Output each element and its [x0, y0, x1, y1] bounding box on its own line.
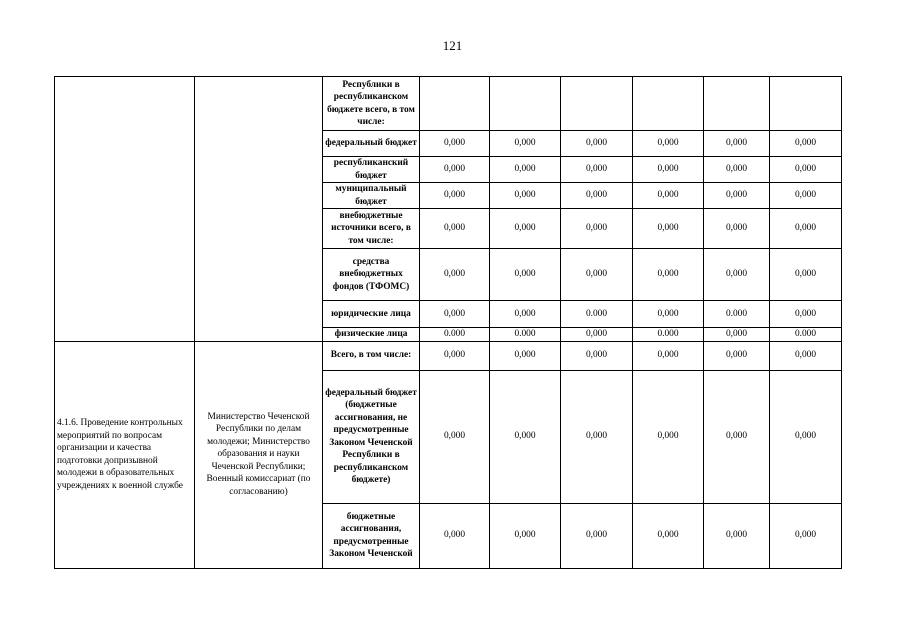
value-cell: 0,000: [704, 183, 770, 209]
value-cell: 0,000: [704, 370, 770, 503]
funding-source-cell: Республики в республиканском бюджете всего, в том числе:: [323, 77, 420, 131]
value-cell: 0,000: [704, 341, 770, 370]
value-cell: 0,000: [490, 301, 561, 328]
value-cell: 0,000: [490, 183, 561, 209]
value-cell: 0,000: [704, 249, 770, 301]
executor-cell: Министерство Чеченской Республики по делам молодежи; Министерство образования и науки Чеченской Республики; Военный комиссариат (по согласованию): [195, 341, 323, 568]
value-cell: 0,000: [490, 157, 561, 183]
value-cell: 0,000: [633, 370, 704, 503]
budget-table: [54, 76, 842, 569]
value-cell: 0,000: [561, 370, 633, 503]
value-cell: [490, 77, 561, 131]
value-cell: 0,000: [770, 183, 842, 209]
activity-cell: [55, 77, 195, 342]
value-cell: 0,000: [561, 157, 633, 183]
value-cell: [420, 77, 490, 131]
value-cell: 0,000: [561, 131, 633, 157]
value-cell: 0.000: [561, 301, 633, 328]
value-cell: 0,000: [561, 249, 633, 301]
value-cell: 0.000: [633, 328, 704, 342]
funding-source-cell: бюджетные ассигнования, предусмотренные Законом Чеченской: [323, 503, 420, 568]
funding-source-cell: средства внебюджетных фондов (ТФОМС): [323, 249, 420, 301]
value-cell: 0,000: [633, 503, 704, 568]
funding-source-cell: внебюджетные источники всего, в том числе:: [323, 209, 420, 249]
funding-source-cell: Всего, в том числе:: [323, 341, 420, 370]
value-cell: 0,000: [490, 249, 561, 301]
value-cell: 0,000: [704, 131, 770, 157]
value-cell: 0,000: [490, 503, 561, 568]
value-cell: 0,000: [561, 209, 633, 249]
value-cell: 0,000: [770, 157, 842, 183]
value-cell: 0,000: [420, 157, 490, 183]
table-row: [55, 77, 842, 131]
value-cell: [770, 77, 842, 131]
value-cell: 0,000: [770, 301, 842, 328]
page-number: 121: [442, 38, 463, 53]
value-cell: 0,000: [633, 301, 704, 328]
value-cell: 0,000: [561, 341, 633, 370]
value-cell: 0,000: [490, 341, 561, 370]
value-cell: 0,000: [561, 183, 633, 209]
value-cell: 0,000: [633, 341, 704, 370]
value-cell: 0,000: [420, 301, 490, 328]
table-row: [55, 341, 842, 370]
value-cell: 0,000: [490, 131, 561, 157]
value-cell: 0,000: [420, 370, 490, 503]
funding-source-cell: муниципальный бюджет: [323, 183, 420, 209]
value-cell: 0,000: [561, 328, 633, 342]
value-cell: 0.000: [704, 301, 770, 328]
value-cell: 0,000: [704, 328, 770, 342]
value-cell: 0.000: [490, 328, 561, 342]
value-cell: 0,000: [561, 503, 633, 568]
value-cell: 0,000: [770, 131, 842, 157]
funding-source-cell: федеральный бюджет: [323, 131, 420, 157]
value-cell: [633, 77, 704, 131]
value-cell: 0,000: [420, 209, 490, 249]
executor-cell: [195, 77, 323, 342]
value-cell: 0,000: [633, 183, 704, 209]
value-cell: 0.000: [420, 328, 490, 342]
value-cell: 0,000: [704, 503, 770, 568]
value-cell: 0,000: [420, 249, 490, 301]
value-cell: 0,000: [770, 249, 842, 301]
funding-source-cell: республиканский бюджет: [323, 157, 420, 183]
value-cell: 0,000: [490, 209, 561, 249]
funding-source-cell: физические лица: [323, 328, 420, 342]
value-cell: 0,000: [420, 131, 490, 157]
value-cell: [704, 77, 770, 131]
value-cell: 0,000: [633, 131, 704, 157]
value-cell: 0,000: [420, 503, 490, 568]
value-cell: 0,000: [490, 370, 561, 503]
value-cell: 0,000: [704, 157, 770, 183]
funding-source-cell: федеральный бюджет (бюджетные ассигнования, не предусмотренные Законом Чеченской Республики в республиканском бюджете): [323, 370, 420, 503]
activity-cell: 4.1.6. Проведение контрольных мероприятий по вопросам организации и качества подготовки допризывной молодежи в образовательных учреждениях к военной службе: [55, 341, 195, 568]
value-cell: 0,000: [770, 341, 842, 370]
value-cell: [561, 77, 633, 131]
value-cell: 0.000: [770, 328, 842, 342]
value-cell: 0,000: [770, 209, 842, 249]
value-cell: 0,000: [420, 183, 490, 209]
value-cell: 0,000: [633, 157, 704, 183]
value-cell: 0,000: [633, 209, 704, 249]
value-cell: 0,000: [770, 370, 842, 503]
budget-table-body: [55, 77, 842, 569]
funding-source-cell: юридические лица: [323, 301, 420, 328]
value-cell: 0,000: [420, 341, 490, 370]
value-cell: 0,000: [770, 503, 842, 568]
value-cell: 0,000: [704, 209, 770, 249]
value-cell: 0,000: [633, 249, 704, 301]
